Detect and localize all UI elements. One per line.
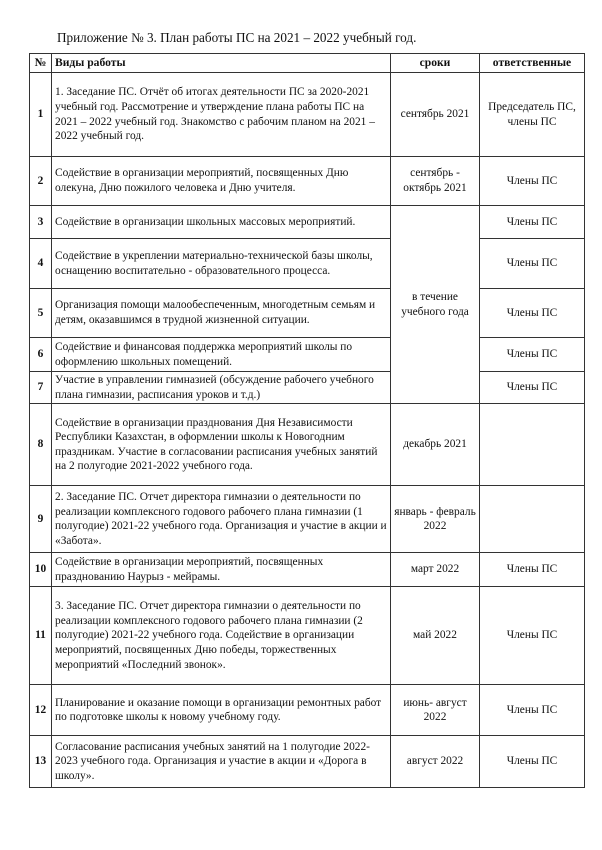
row-number: 3 xyxy=(30,206,52,239)
work-plan-table xyxy=(29,53,585,788)
table-row xyxy=(30,338,585,372)
row-work: Содействие в организации мероприятий, посвященных празднованию Наурыз - мейрамы. xyxy=(52,553,391,587)
row-responsible: Члены ПС xyxy=(480,587,585,685)
row-work: Содействие в организации празднования Дня Независимости Республики Казахстан, в оформлении школы к Новогодним праздникам. Участие в согласовании расписания учебных занятий на 2 полугодие 2021-2022 учебного года. xyxy=(52,404,391,486)
row-number: 2 xyxy=(30,157,52,206)
row-responsible: Члены ПС xyxy=(480,289,585,338)
row-responsible xyxy=(480,486,585,553)
row-work: Согласование расписания учебных занятий на 1 полугодие 2022-2023 учебного года. Организация и участие в акции и «Дорога в школу». xyxy=(52,736,391,788)
table-row xyxy=(30,685,585,736)
row-responsible: Члены ПС xyxy=(480,736,585,788)
header-work-types: Виды работы xyxy=(52,54,391,73)
row-responsible: Члены ПС xyxy=(480,338,585,372)
table-row xyxy=(30,73,585,157)
row-responsible: Председатель ПС, члены ПС xyxy=(480,73,585,157)
merged-term-cell: в течение учебного года xyxy=(391,206,480,404)
table-row xyxy=(30,736,585,788)
row-term: сентябрь - октябрь 2021 xyxy=(391,157,480,206)
header-num: № xyxy=(30,54,52,73)
table-row xyxy=(30,206,585,239)
header-responsible: ответственные xyxy=(480,54,585,73)
row-number: 11 xyxy=(30,587,52,685)
row-number: 6 xyxy=(30,338,52,372)
table-row xyxy=(30,404,585,486)
row-responsible xyxy=(480,404,585,486)
row-number: 8 xyxy=(30,404,52,486)
row-term: май 2022 xyxy=(391,587,480,685)
row-responsible: Члены ПС xyxy=(480,372,585,404)
table-row xyxy=(30,486,585,553)
row-responsible: Члены ПС xyxy=(480,553,585,587)
row-number: 5 xyxy=(30,289,52,338)
row-term: декабрь 2021 xyxy=(391,404,480,486)
row-term: август 2022 xyxy=(391,736,480,788)
table-row xyxy=(30,587,585,685)
page-title: Приложение № 3. План работы ПС на 2021 – 2022 учебный год. xyxy=(57,30,417,45)
row-work: Организация помощи малообеспеченным, многодетным семьям и детям, оказавшимся в трудной жизненной ситуации. xyxy=(52,289,391,338)
table-row xyxy=(30,372,585,404)
row-work: 3. Заседание ПС. Отчет директора гимназии о деятельности по реализации комплексного годового рабочего плана гимназии (2 полугодие) 2021-22 учебного года. Содействие в организации мероприятий, посвященных Дню победы, торжественных мероприятий «Последний звонок». xyxy=(52,587,391,685)
row-responsible: Члены ПС xyxy=(480,206,585,239)
header-terms: сроки xyxy=(391,54,480,73)
table-row xyxy=(30,553,585,587)
row-term: январь - февраль 2022 xyxy=(391,486,480,553)
row-work: Участие в управлении гимназией (обсуждение рабочего учебного плана гимназии, расписания уроков и т.д.) xyxy=(52,372,391,404)
row-term: июнь- август 2022 xyxy=(391,685,480,736)
row-term: март 2022 xyxy=(391,553,480,587)
row-work: Содействие в организации мероприятий, посвященных Дню олекуна, Дню пожилого человека и Дню учителя. xyxy=(52,157,391,206)
row-number: 1 xyxy=(30,73,52,157)
row-number: 12 xyxy=(30,685,52,736)
row-number: 13 xyxy=(30,736,52,788)
row-number: 7 xyxy=(30,372,52,404)
row-number: 4 xyxy=(30,239,52,289)
row-work: Содействие и финансовая поддержка мероприятий школы по оформлению школьных помещений. xyxy=(52,338,391,372)
row-responsible: Члены ПС xyxy=(480,685,585,736)
row-responsible: Члены ПС xyxy=(480,157,585,206)
row-term: сентябрь 2021 xyxy=(391,73,480,157)
row-work: Содействие в укреплении материально-технической базы школы, оснащению воспитательно - образовательного процесса. xyxy=(52,239,391,289)
row-responsible: Члены ПС xyxy=(480,239,585,289)
row-number: 10 xyxy=(30,553,52,587)
table-row xyxy=(30,289,585,338)
row-number: 9 xyxy=(30,486,52,553)
row-work: Содействие в организации школьных массовых мероприятий. xyxy=(52,206,391,239)
row-work: 2. Заседание ПС. Отчет директора гимназии о деятельности по реализации комплексного годового рабочего плана гимназии (1 полугодие) 2021-22 учебного года. Организация и участие в акции и «Забота». xyxy=(52,486,391,553)
table-row xyxy=(30,157,585,206)
row-work: Планирование и оказание помощи в организации ремонтных работ по подготовке школы к новому учебному году. xyxy=(52,685,391,736)
row-work: 1. Заседание ПС. Отчёт об итогах деятельности ПС за 2020-2021 учебный год. Рассмотрение и утверждение плана работы ПС на 2021 – 2022 учебный год. Знакомство с рабочим планом на 2021 – 2022 учебный год. xyxy=(52,73,391,157)
table-row xyxy=(30,239,585,289)
table-header-row xyxy=(30,54,585,73)
